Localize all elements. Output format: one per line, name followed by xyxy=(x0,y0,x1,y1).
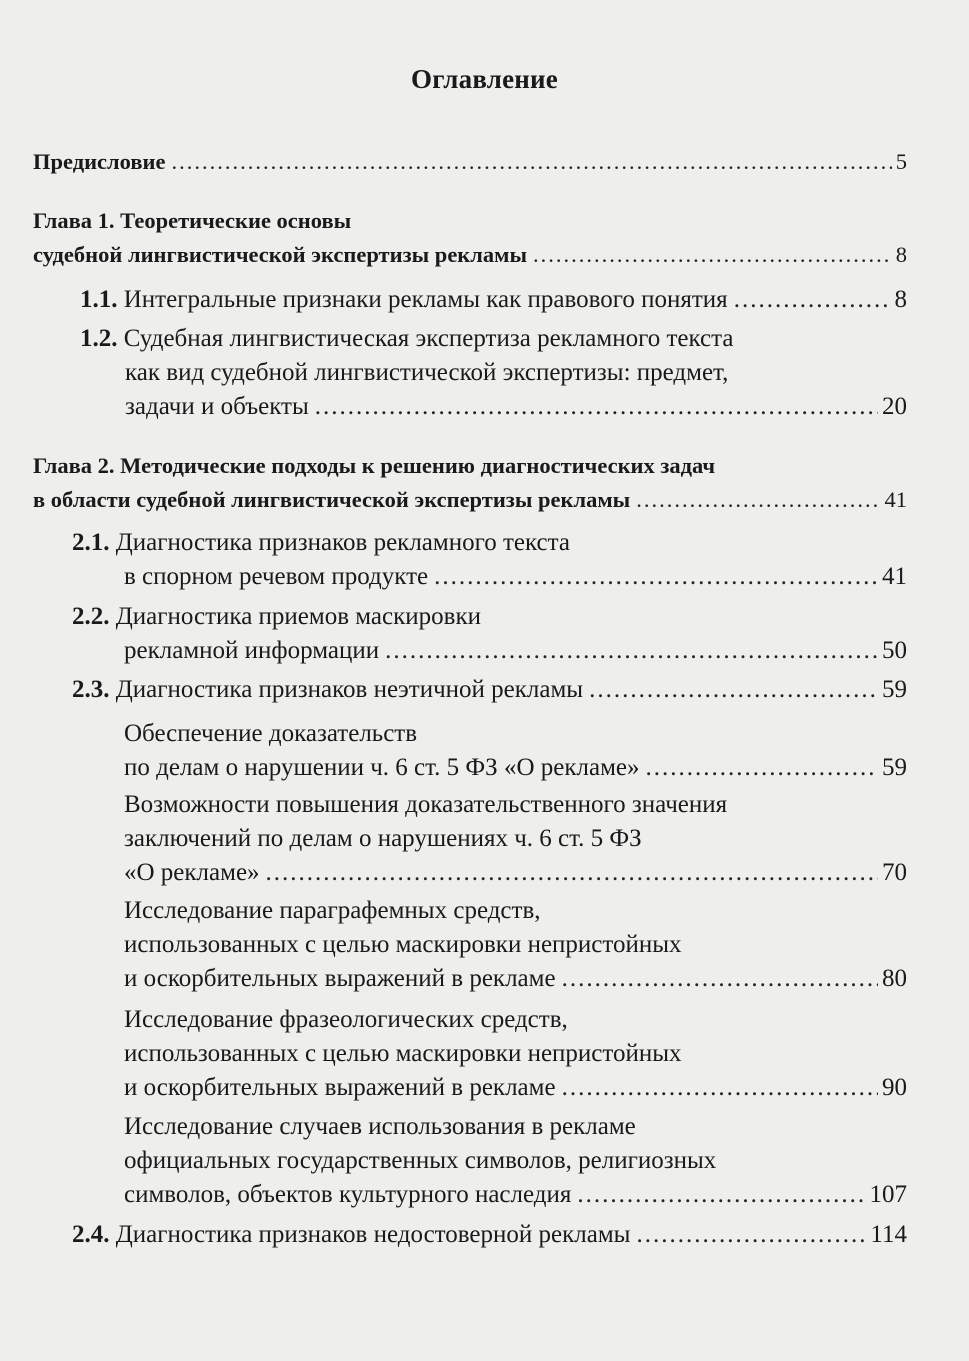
section-title-line: как вид судебной лингвистической экспертизы: предмет, xyxy=(125,359,729,386)
subsection-title-line: Возможности повышения доказательственного значения xyxy=(124,791,728,818)
toc-entry-subsection-4 xyxy=(124,1003,907,1105)
chapter-title-line: судебной лингвистической экспертизы рекламы xyxy=(33,242,528,267)
page-number: 59 xyxy=(882,754,907,781)
section-title: Интегральные признаки рекламы как правового понятия xyxy=(123,286,728,313)
section-number: 2.2. xyxy=(72,603,110,630)
page-number: 114 xyxy=(870,1221,907,1248)
page-number: 70 xyxy=(882,859,907,886)
toc-entry-chapter-1 xyxy=(33,204,907,272)
subsection-title-line: использованных с целью маскировки непристойных xyxy=(124,1040,682,1067)
section-title-line: рекламной информации xyxy=(124,637,380,664)
toc-entry-section-1-2 xyxy=(80,322,907,424)
page-number: 41 xyxy=(882,563,907,590)
page-number: 90 xyxy=(882,1074,907,1101)
chapter-title-line: в области судебной лингвистической экспертизы рекламы xyxy=(33,487,631,512)
chapter-title-line: Глава 2. Методические подходы к решению диагностических задач xyxy=(33,453,716,478)
page-number: 5 xyxy=(895,149,907,174)
subsection-title-line: использованных с целью маскировки непристойных xyxy=(124,931,682,958)
section-title-line: Диагностика признаков рекламного текста xyxy=(115,529,570,556)
section-title-line: Судебная лингвистическая экспертиза рекламного текста xyxy=(123,325,734,352)
chapter-title-line: Глава 1. Теоретические основы xyxy=(33,208,352,233)
dot-leader xyxy=(533,238,892,272)
page-number: 8 xyxy=(894,286,907,313)
page-number: 41 xyxy=(884,487,907,512)
subsection-title-line: «О рекламе» xyxy=(124,859,260,886)
dot-leader xyxy=(266,856,878,890)
page-number: 50 xyxy=(882,637,907,664)
section-number: 2.4. xyxy=(72,1221,110,1248)
subsection-title-line: Исследование случаев использования в рекламе xyxy=(124,1113,636,1140)
toc-entry-subsection-1 xyxy=(124,717,907,785)
page-number: 80 xyxy=(882,965,907,992)
toc-entry-preface xyxy=(33,145,907,179)
toc-entry-section-2-4 xyxy=(72,1218,907,1252)
subsection-title-line: официальных государственных символов, религиозных xyxy=(124,1147,717,1174)
toc-entry-chapter-2 xyxy=(33,449,907,517)
toc-entry-section-2-3 xyxy=(72,673,907,707)
subsection-title-line: Обеспечение доказательств xyxy=(124,720,418,747)
section-number: 1.2. xyxy=(80,325,118,352)
subsection-title-line: символов, объектов культурного наследия xyxy=(124,1181,572,1208)
dot-leader xyxy=(385,634,878,668)
dot-leader xyxy=(734,283,891,317)
dot-leader xyxy=(562,1071,878,1105)
dot-leader xyxy=(434,560,878,594)
dot-leader xyxy=(636,1218,866,1252)
section-number: 2.3. xyxy=(72,676,110,703)
toc-entry-subsection-5 xyxy=(124,1110,907,1212)
page-number: 20 xyxy=(882,393,907,420)
subsection-title-line: и оскорбительных выражений в рекламе xyxy=(124,1074,556,1101)
dot-leader xyxy=(589,673,878,707)
dot-leader xyxy=(171,145,891,179)
dot-leader xyxy=(315,390,878,424)
toc-entry-subsection-2 xyxy=(124,788,907,890)
section-title-line: Диагностика приемов маскировки xyxy=(115,603,481,630)
section-number: 2.1. xyxy=(72,529,110,556)
section-title: Диагностика признаков недостоверной рекламы xyxy=(115,1221,631,1248)
page-number: 8 xyxy=(895,242,907,267)
entry-label: Предисловие xyxy=(33,149,166,174)
toc-entry-section-2-2 xyxy=(72,600,907,668)
subsection-title-line: и оскорбительных выражений в рекламе xyxy=(124,965,556,992)
section-title-line: в спорном речевом продукте xyxy=(124,563,429,590)
toc-entry-subsection-3 xyxy=(124,894,907,996)
toc-entry-section-2-1 xyxy=(72,526,907,594)
subsection-title-line: по делам о нарушении ч. 6 ст. 5 ФЗ «О рекламе» xyxy=(124,754,640,781)
toc-title: Оглавление xyxy=(411,64,558,94)
page-number: 107 xyxy=(869,1181,907,1208)
section-number: 1.1. xyxy=(80,286,118,313)
dot-leader xyxy=(636,483,880,517)
subsection-title-line: Исследование фразеологических средств, xyxy=(124,1006,568,1033)
dot-leader xyxy=(577,1178,865,1212)
section-title-line: задачи и объекты xyxy=(125,393,309,420)
toc-entry-section-1-1 xyxy=(80,283,907,317)
subsection-title-line: заключений по делам о нарушениях ч. 6 ст. 5 ФЗ xyxy=(124,825,642,852)
dot-leader xyxy=(646,751,879,785)
dot-leader xyxy=(562,962,878,996)
section-title: Диагностика признаков неэтичной рекламы xyxy=(115,676,584,703)
page-number: 59 xyxy=(882,676,907,703)
subsection-title-line: Исследование параграфемных средств, xyxy=(124,897,541,924)
